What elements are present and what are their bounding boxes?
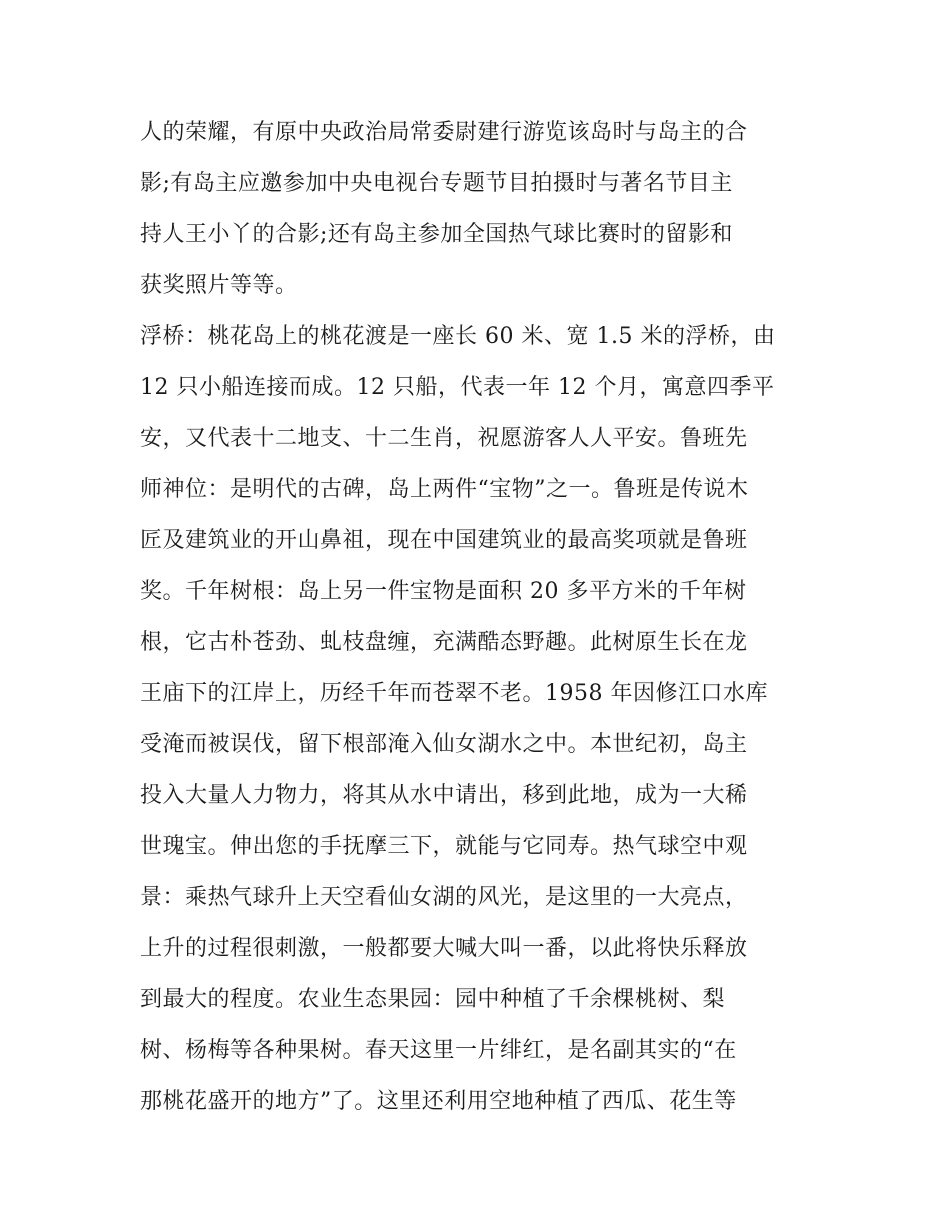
body-text [140,107,830,1127]
text-line: 受淹而被误伐，留下根部淹入仙女湖水之中。本世纪初，岛主 [140,732,748,757]
text-line: 王庙下的江岸上，历经千年而苍翠不老。1958 年因修江口水库 [140,681,768,706]
text-line: 到最大的程度。农业生态果园：园中种植了千余棵桃树、梨 [140,987,726,1012]
text-line: 上升的过程很刺激，一般都要大喊大叫一番，以此将快乐释放 [140,936,748,961]
text-line: 投入大量人力物力，将其从水中请出，移到此地，成为一大稀 [140,783,748,808]
text-line: 奖。千年树根：岛上另一件宝物是面积 20 多平方米的千年树 [140,579,747,604]
text-line: 12 只小船连接而成。12 只船，代表一年 12 个月，寓意四季平 [140,375,775,400]
text-line: 获奖照片等等。 [140,273,298,298]
text-line: 师神位：是明代的古碑，岛上两件“宝物”之一。鲁班是传说木 [140,477,749,502]
text-line: 世瑰宝。伸出您的手抚摩三下，就能与它同寿。热气球空中观 [140,834,748,859]
text-line: 景：乘热气球升上天空看仙女湖的风光，是这里的一大亮点， [140,885,748,910]
text-line: 树、杨梅等各种果树。春天这里一片绯红，是名副其实的“在 [140,1038,737,1063]
text-line: 持人王小丫的合影;还有岛主参加全国热气球比赛时的留影和 [140,222,733,247]
text-line: 人的荣耀，有原中央政治局常委尉建行游览该岛时与岛主的合 [140,120,748,145]
text-line: 根，它古朴苍劲、虬枝盘缠，充满酷态野趣。此树原生长在龙 [140,630,748,655]
text-line: 匠及建筑业的开山鼻祖，现在中国建筑业的最高奖项就是鲁班 [140,528,748,553]
text-line: 那桃花盛开的地方”了。这里还利用空地种植了西瓜、花生等 [140,1089,737,1114]
text-line: 浮桥：桃花岛上的桃花渡是一座长 60 米、宽 1.5 米的浮桥，由 [140,324,776,349]
text-line: 安，又代表十二地支、十二生肖，祝愿游客人人平安。鲁班先 [140,426,748,451]
text-line: 影;有岛主应邀参加中央电视台专题节目拍摄时与著名节目主 [140,171,733,196]
